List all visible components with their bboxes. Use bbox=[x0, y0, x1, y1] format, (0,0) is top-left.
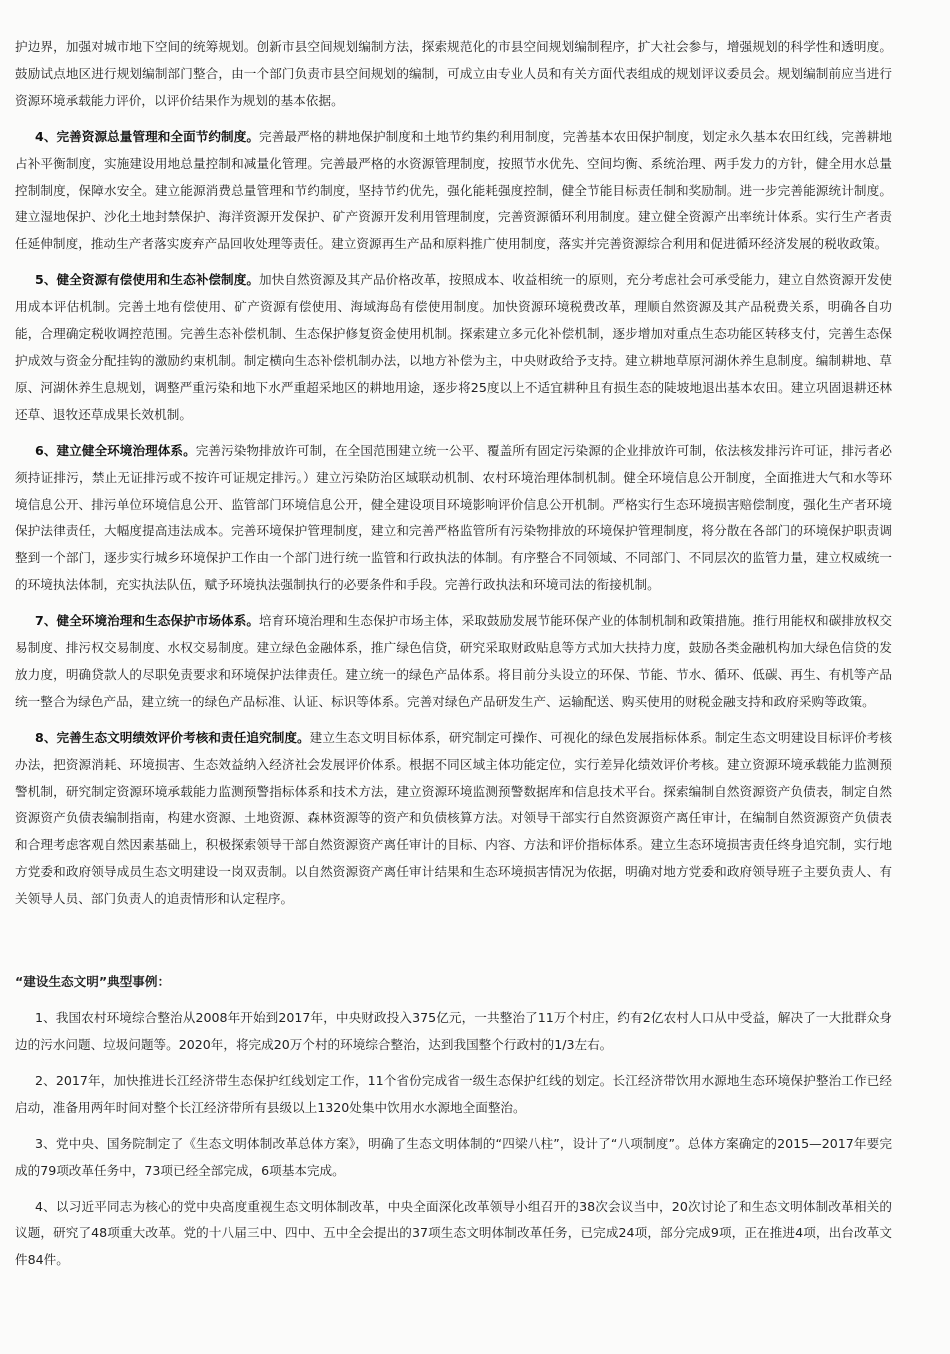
cases-title: “建设生态文明”典型事例： bbox=[15, 974, 171, 990]
section-8 bbox=[15, 725, 892, 913]
case-item-4: 4、以习近平同志为核心的党中央高度重视生态文明体制改革，中央全面深化改革领导小组召开的38次会议当中，20次讨论了和生态文明体制改革相关的议题，研究了48项重大改革。党的十八届三中、四中、五中全会提出的37项生态文明体制改革任务，已完成24项，部分完成9项，正在推进4项，出台改革文件84件。 bbox=[15, 1198, 892, 1268]
section-4 bbox=[15, 124, 892, 259]
section-4-body: 完善最严格的耕地保护制度和土地节约集约利用制度，完善基本农田保护制度，划定永久基本农田红线，完善耕地占补平衡制度，实施建设用地总量控制和减量化管理。完善最严格的水资源管理制度，按照节水优先、空间均衡、系统治理、两手发力的方针，健全用水总量控制制度，保障水安全。建立能源消费总量管理和节约制度，坚持节约优先，强化能耗强度控制，健全节能目标责任制和奖励制。进一步完善能源统计制度。建立湿地保护、沙化土地封禁保护、海洋资源开发保护、矿产资源开发利用管理制度，完善资源循环利用制度。建立健全资源产出率统计体系。实行生产者责任延伸制度，推动生产者落实废弃产品回收处理等责任。建立资源再生产品和原料推广使用制度，落实并完善资源综合利用和促进循环经济发展的税收政策。 bbox=[15, 128, 892, 252]
section-5-body: 加快自然资源及其产品价格改革，按照成本、收益相统一的原则，充分考虑社会可承受能力，建立自然资源开发使用成本评估机制。完善土地有偿使用、矿产资源有偿使用、海域海岛有偿使用制度。加快资源环境税费改革，理顺自然资源及其产品税费关系，明确各自功能，合理确定税收调控范围。完善生态补偿机制、生态保护修复资金使用机制。探索建立多元化补偿机制，逐步增加对重点生态功能区转移支付，完善生态保护成效与资金分配挂钩的激励约束机制。制定横向生态补偿机制办法，以地方补偿为主，中央财政给予支持。建立耕地草原河湖休养生息制度。编制耕地、草原、河湖休养生息规划，调整严重污染和地下水严重超采地区的耕地用途，逐步将25度以上不适宜耕种且有损生态的陡坡地退出基本农田。建立巩固退耕还林还草、退牧还草成果长效机制。 bbox=[15, 272, 892, 422]
case-item-2: 2、2017年，加快推进长江经济带生态保护红线划定工作，11个省份完成省一级生态保护红线的划定。长江经济带饮用水源地生态环境保护整治工作已经启动，准备用两年时间对整个长江经济带所有县级以上1320处集中饮用水水源地全面整治。 bbox=[15, 1072, 892, 1115]
section-5-heading: 5、健全资源有偿使用和生态补偿制度。 bbox=[35, 272, 260, 288]
section-5 bbox=[15, 267, 892, 428]
section-6-heading: 6、建立健全环境治理体系。 bbox=[35, 442, 196, 458]
section-7-heading: 7、健全环境治理和生态保护市场体系。 bbox=[35, 613, 260, 629]
section-7-body: 培育环境治理和生态保护市场主体，采取鼓励发展节能环保产业的体制机制和政策措施。推行用能权和碳排放权交易制度、排污权交易制度、水权交易制度。建立绿色金融体系，推广绿色信贷，研究采取财政贴息等方式加大扶持力度，鼓励各类金融机构加大绿色信贷的发放力度，明确贷款人的尽职免责要求和环境保护法律责任。建立统一的绿色产品体系。将目前分头设立的环保、节能、节水、循环、低碳、再生、有机等产品统一整合为绿色产品，建立统一的绿色产品标准、认证、标识等体系。完善对绿色产品研发生产、运输配送、购买使用的财税金融支持和政府采购等政策。 bbox=[15, 613, 892, 709]
case-item-1: 1、我国农村环境综合整治从2008年开始到2017年，中央财政投入375亿元，一共整治了11万个村庄，约有2亿农村人口从中受益，解决了一大批群众身边的污水问题、垃圾问题等。2020年，将完成20万个村的环境综合整治，达到我国整个行政村的1/3左右。 bbox=[15, 1010, 892, 1052]
section-8-body: 建立生态文明目标体系，研究制定可操作、可视化的绿色发展指标体系。制定生态文明建设目标评价考核办法，把资源消耗、环境损害、生态效益纳入经济社会发展评价体系。根据不同区域主体功能定位，实行差异化绩效评价考核。建立资源环境承载能力监测预警机制，研究制定资源环境承载能力监测预警指标体系和技术方法，建立资源环境监测预警数据库和信息技术平台。探索编制自然资源资产负债表，制定自然资源资产负债表编制指南，构建水资源、土地资源、森林资源等的资产和负债核算方法。对领导干部实行自然资源资产离任审计，在编制自然资源资产负债表和合理考虑客观自然因素基础上，积极探索领导干部自然资源资产离任审计的目标、内容、方法和评价指标体系。建立生态环境损害责任终身追究制，实行地方党委和政府领导成员生态文明建设一岗双责制。以自然资源资产离任审计结果和生态环境损害情况为依据，明确对地方党委和政府领导班子主要负责人、有关领导人员、部门负责人的追责情形和认定程序。 bbox=[15, 729, 892, 907]
section-4-heading: 4、完善资源总量管理和全面节约制度。 bbox=[35, 128, 260, 144]
section-6 bbox=[15, 438, 892, 599]
section-6-body: 完善污染物排放许可制，在全国范围建立统一公平、覆盖所有固定污染源的企业排放许可制，依法核发排污许可证，排污者必须持证排污，禁止无证排污或不按许可证规定排污。）建立污染防治区域联动机制、农村环境治理体制机制。健全环境信息公开制度，全面推进大气和水等环境信息公开、排污单位环境信息公开、监管部门环境信息公开，健全建设项目环境影响评价信息公开机制。严格实行生态环境损害赔偿制度，强化生产者环境保护法律责任，大幅度提高违法成本。完善环境保护管理制度，建立和完善严格监管所有污染物排放的环境保护管理制度，将分散在各部门的环境保护职责调整到一个部门，逐步实行城乡环境保护工作由一个部门进行统一监管和行政执法的体制。有序整合不同领域、不同部门、不同层次的监管力量，建立权威统一的环境执法体制，充实执法队伍，赋予环境执法强制执行的必要条件和手段。完善行政执法和环境司法的衔接机制。 bbox=[15, 442, 892, 593]
section-7 bbox=[15, 608, 892, 716]
case-item-3: 3、党中央、国务院制定了《生态文明体制改革总体方案》，明确了生态文明体制的“四梁八柱”，设计了“八项制度”。总体方案确定的2015—2017年要完成的79项改革任务中，73项已经全部完成，6项基本完成。 bbox=[15, 1135, 892, 1178]
intro-paragraph: 护边界，加强对城市地下空间的统筹规划。创新市县空间规划编制方法，探索规范化的市县空间规划编制程序，扩大社会参与，增强规划的科学性和透明度。鼓励试点地区进行规划编制部门整合，由一个部门负责市县空间规划的编制，可成立由专业人员和有关方面代表组成的规划评议委员会。规划编制前应当进行资源环境承载能力评价，以评价结果作为规划的基本依据。 bbox=[15, 39, 892, 108]
section-8-heading: 8、完善生态文明绩效评价考核和责任追究制度。 bbox=[35, 729, 310, 745]
